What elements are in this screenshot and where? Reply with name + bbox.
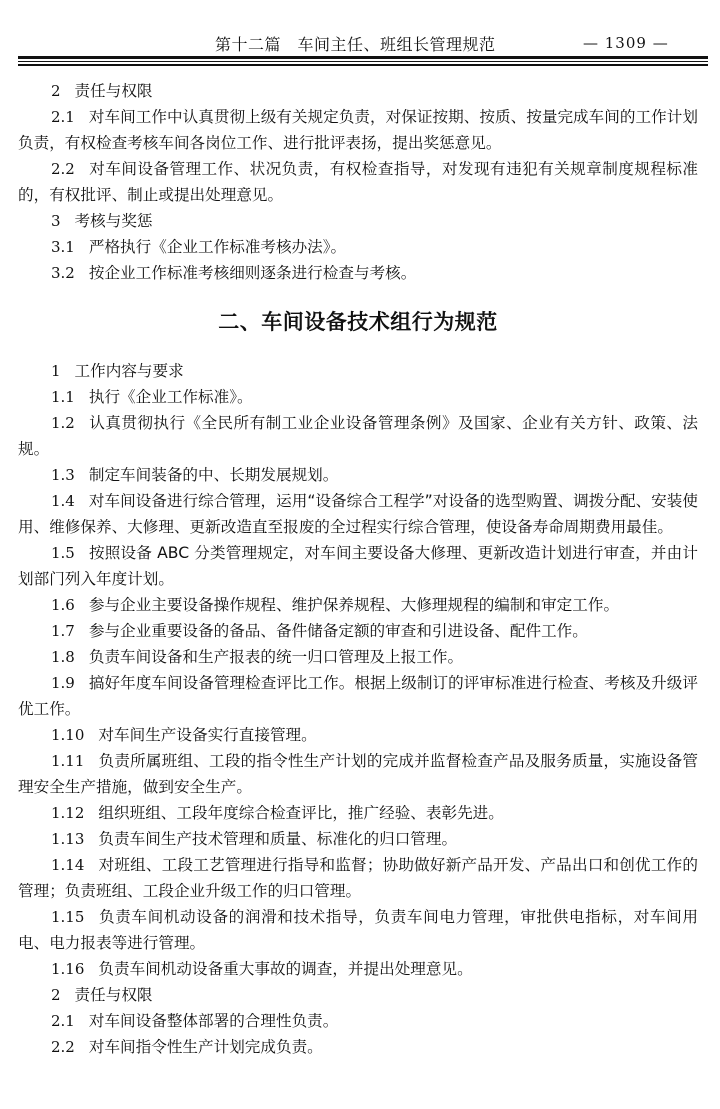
clause-text: 对车间生产设备实行直接管理。 xyxy=(98,726,317,744)
clause-paragraph xyxy=(18,208,698,234)
clause-text: 按照设备 ABC 分类管理规定，对车间主要设备大修理、更新改造计划进行审查，并由计划部门列入年度计划。 xyxy=(18,544,698,588)
clause-number: 1.6 xyxy=(51,596,75,614)
clause-paragraph xyxy=(18,852,698,904)
clause-number: 1.15 xyxy=(51,908,85,926)
clause-number: 3.1 xyxy=(51,238,75,256)
clause-text: 责任与权限 xyxy=(74,82,153,100)
page-body xyxy=(18,78,698,1060)
clause-paragraph xyxy=(18,410,698,462)
clause-number: 1.8 xyxy=(51,648,75,666)
clause-paragraph xyxy=(18,156,698,208)
page-header xyxy=(0,0,720,70)
clause-paragraph xyxy=(18,800,698,826)
clause-number: 1.14 xyxy=(51,856,85,874)
clause-text: 负责所属班组、工段的指令性生产计划的完成并监督检查产品及服务质量，实施设备管理安全生产措施，做到安全生产。 xyxy=(18,752,698,796)
clause-text: 负责车间设备和生产报表的统一归口管理及上报工作。 xyxy=(88,648,464,666)
clause-text: 负责车间机动设备的润滑和技术指导，负责车间电力管理，审批供电指标，对车间用电、电力报表等进行管理。 xyxy=(18,908,698,952)
clause-number: 1.12 xyxy=(51,804,85,822)
clause-text: 搞好年度车间设备管理检查评比工作。根据上级制订的评审标准进行检查、考核及升级评优工作。 xyxy=(18,674,698,718)
clause-paragraph xyxy=(18,78,698,104)
clause-number: 2.1 xyxy=(51,108,75,126)
clause-paragraph xyxy=(18,956,698,982)
clause-text: 对车间设备进行综合管理，运用“设备综合工程学”对设备的选型购置、调拨分配、安装使用、维修保养、大修理、更新改造直至报废的全过程实行综合管理，使设备寿命周期费用最佳。 xyxy=(18,492,698,536)
clause-number: 1.5 xyxy=(51,544,75,562)
clause-text: 按企业工作标准考核细则逐条进行检查与考核。 xyxy=(88,264,417,282)
clause-paragraph xyxy=(18,1034,698,1060)
clause-number: 1.16 xyxy=(51,960,85,978)
clause-number: 1.2 xyxy=(51,414,75,432)
clause-number: 2.2 xyxy=(51,1038,75,1056)
clause-number: 2 xyxy=(51,986,61,1004)
clause-text: 对班组、工段工艺管理进行指导和监督；协助做好新产品开发、产品出口和创优工作的管理；负责班组、工段企业升级工作的归口管理。 xyxy=(18,856,698,900)
clause-text: 负责车间机动设备重大事故的调查，并提出处理意见。 xyxy=(98,960,473,978)
clause-text: 参与企业重要设备的备品、备件储备定额的审查和引进设备、配件工作。 xyxy=(88,622,588,640)
clause-text: 制定车间装备的中、长期发展规划。 xyxy=(88,466,339,484)
clause-paragraph xyxy=(18,358,698,384)
clause-text: 工作内容与要求 xyxy=(74,362,184,380)
clause-paragraph xyxy=(18,722,698,748)
clause-paragraph xyxy=(18,748,698,800)
page-number: — 1309 — xyxy=(583,34,669,52)
clause-paragraph xyxy=(18,384,698,410)
clause-number: 1.9 xyxy=(51,674,75,692)
clause-number: 1.13 xyxy=(51,830,85,848)
clause-number: 1.7 xyxy=(51,622,75,640)
clause-paragraph xyxy=(18,904,698,956)
clause-number: 3 xyxy=(51,212,61,230)
clause-paragraph xyxy=(18,826,698,852)
header-rule xyxy=(18,56,708,59)
clause-text: 对车间设备管理工作、状况负责，有权检查指导，对发现有违犯有关规章制度规程标准的，有权批评、制止或提出处理意见。 xyxy=(18,160,698,204)
clause-paragraph xyxy=(18,670,698,722)
clause-text: 严格执行《企业工作标准考核办法》。 xyxy=(88,238,347,256)
clause-paragraph xyxy=(18,234,698,260)
clause-number: 2 xyxy=(51,82,61,100)
clause-paragraph xyxy=(18,644,698,670)
clause-text: 考核与奖惩 xyxy=(74,212,153,230)
clause-number: 3.2 xyxy=(51,264,75,282)
clause-text: 参与企业主要设备操作规程、维护保养规程、大修理规程的编制和审定工作。 xyxy=(88,596,620,614)
section-two-body xyxy=(18,358,698,1060)
clause-number: 1.3 xyxy=(51,466,75,484)
clause-text: 执行《企业工作标准》。 xyxy=(88,388,253,406)
clause-text: 对车间指令性生产计划完成负责。 xyxy=(88,1038,323,1056)
clause-number: 1.11 xyxy=(51,752,85,770)
clause-paragraph xyxy=(18,462,698,488)
clause-paragraph xyxy=(18,488,698,540)
clause-text: 对车间工作中认真贯彻上级有关规定负责，对保证按期、按质、按量完成车间的工作计划负责，有权检查考核车间各岗位工作、进行批评表扬，提出奖惩意见。 xyxy=(18,108,698,152)
clause-number: 1.4 xyxy=(51,492,75,510)
clause-text: 组织班组、工段年度综合检查评比，推广经验、表彰先进。 xyxy=(98,804,504,822)
clause-paragraph xyxy=(18,592,698,618)
section-one-tail xyxy=(18,78,698,286)
section-title: 二、车间设备技术组行为规范 xyxy=(218,310,498,334)
header-rule xyxy=(18,61,708,62)
clause-paragraph xyxy=(18,982,698,1008)
clause-paragraph xyxy=(18,618,698,644)
clause-paragraph xyxy=(18,540,698,592)
running-header-title: 第十二篇 车间主任、班组长管理规范 xyxy=(215,35,496,54)
header-rule xyxy=(18,64,708,66)
clause-number: 1 xyxy=(51,362,61,380)
clause-number: 2.2 xyxy=(51,160,75,178)
clause-number: 2.1 xyxy=(51,1012,75,1030)
clause-paragraph xyxy=(18,104,698,156)
clause-paragraph xyxy=(18,1008,698,1034)
clause-text: 认真贯彻执行《全民所有制工业企业设备管理条例》及国家、企业有关方针、政策、法规。 xyxy=(18,414,698,458)
clause-number: 1.1 xyxy=(51,388,75,406)
clause-paragraph xyxy=(18,260,698,286)
clause-number: 1.10 xyxy=(51,726,85,744)
clause-text: 对车间设备整体部署的合理性负责。 xyxy=(88,1012,339,1030)
clause-text: 责任与权限 xyxy=(74,986,153,1004)
clause-text: 负责车间生产技术管理和质量、标准化的归口管理。 xyxy=(98,830,458,848)
